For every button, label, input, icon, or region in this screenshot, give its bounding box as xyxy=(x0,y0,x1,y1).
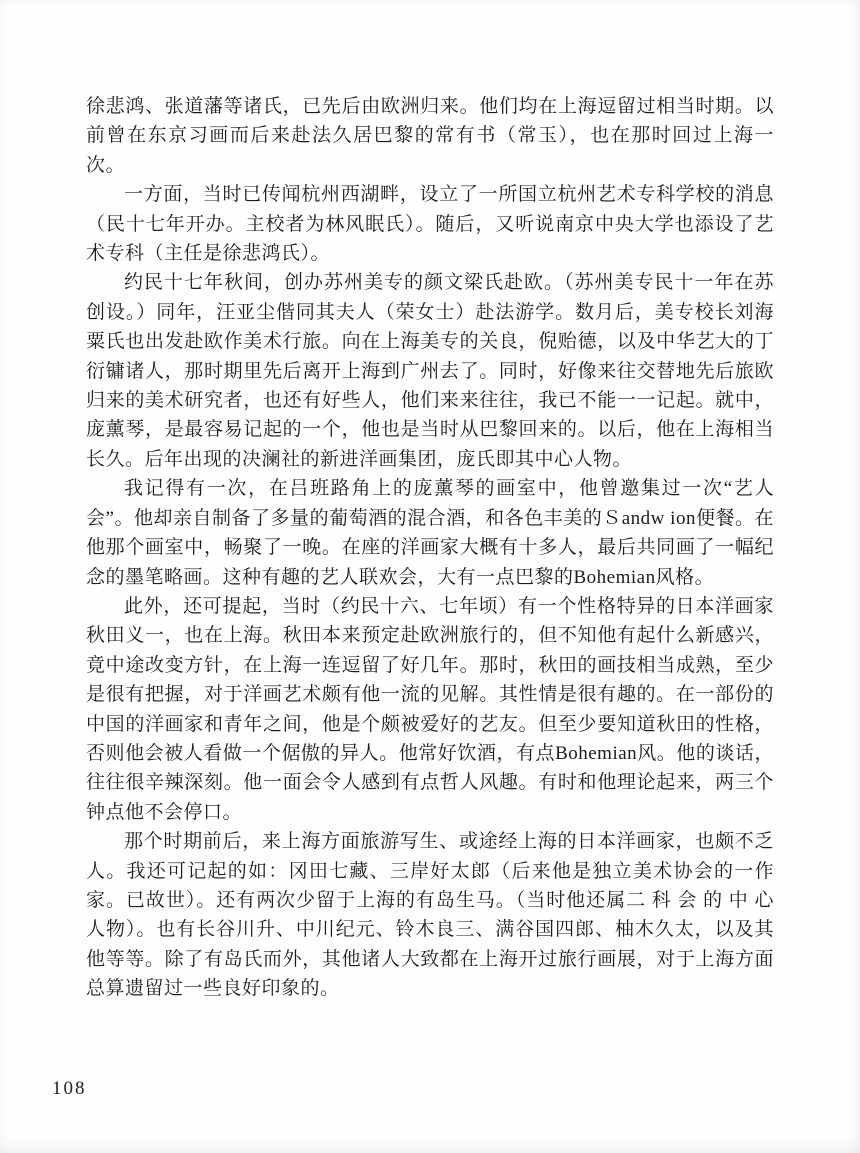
paragraph: 约民十七年秋间，创办苏州美专的颜文梁氏赴欧。（苏州美专民十一年在苏创设。）同年，汪亚尘偕同其夫人（荣女士）赴法游学。数月后，美专校长刘海粟氏也出发赴欧作美术行旅。向在上海美专的关良，倪贻德，以及中华艺大的丁衍镛诸人，那时期里先后离开上海到广州去了。同时，好像来往交替地先后旅欧归来的美术研究者，也还有好些人，他们来来往往，我已不能一一记起。就中，庞薰琴，是最容易记起的一个，他也是当时从巴黎回来的。以后，他在上海相当长久。后年出现的决澜社的新进洋画集团，庞氏即其中心人物。 xyxy=(86,272,774,470)
paragraph: 一方面，当时已传闻杭州西湖畔，设立了一所国立杭州艺术专科学校的消息（民十七年开办。主校者为林风眠氏）。随后，又听说南京中央大学也添设了艺术专科（主任是徐悲鸿氏）。 xyxy=(86,184,774,265)
document-body xyxy=(86,92,774,1004)
paragraph: 我记得有一次，在吕班路角上的庞薰琴的画室中，他曾邀集过一次“艺人会”。他却亲自制备了多量的葡萄酒的混合酒，和各色丰美的Ｓandw ion便餐。在他那个画室中，畅聚了一晚。在座的洋画家大概有十多人，最后共同画了一幅纪念的墨笔略画。这种有趣的艺人联欢会，大有一点巴黎的Bohemian风格。 xyxy=(86,478,774,588)
page-number: 108 xyxy=(52,1078,87,1099)
paragraph: 此外，还可提起，当时（约民十六、七年顷）有一个性格特异的日本洋画家秋田义一，也在上海。秋田本来预定赴欧洲旅行的，但不知他有起什么新感兴，竟中途改变方针，在上海一连逗留了好几年。那时，秋田的画技相当成熟，至少是很有把握，对于洋画艺术颇有他一流的见解。其性情是很有趣的。在一部份的中国的洋画家和青年之间，他是个颇被爱好的艺友。但至少要知道秋田的性格，否则他会被人看做一个倨傲的异人。他常好饮酒，有点Bohemian风。他的谈话，往往很辛辣深刻。他一面会令人感到有点哲人风趣。有时和他理论起来，两三个钟点他不会停口。 xyxy=(86,595,774,823)
paragraph: 那个时期前后，来上海方面旅游写生、或途经上海的日本洋画家，也颇不乏人。我还可记起的如：冈田七藏、三岸好太郎（后来他是独立美术协会的一作家。已故世）。还有两次少留于上海的有岛生马。（当时他还属二 科 会 的 中 心人物）。也有长谷川升、中川纪元、铃木良三、满谷国四郎、柚木久太，以及其他等等。除了有岛氏而外，其他诸人大致都在上海开过旅行画展，对于上海方面总算遗留过一些良好印象的。 xyxy=(86,831,774,1000)
paragraph: 徐悲鸿、张道藩等诸氏，已先后由欧洲归来。他们均在上海逗留过相当时期。以前曾在东京习画而后来赴法久居巴黎的常有书（常玉），也在那时回过上海一次。 xyxy=(86,96,774,176)
